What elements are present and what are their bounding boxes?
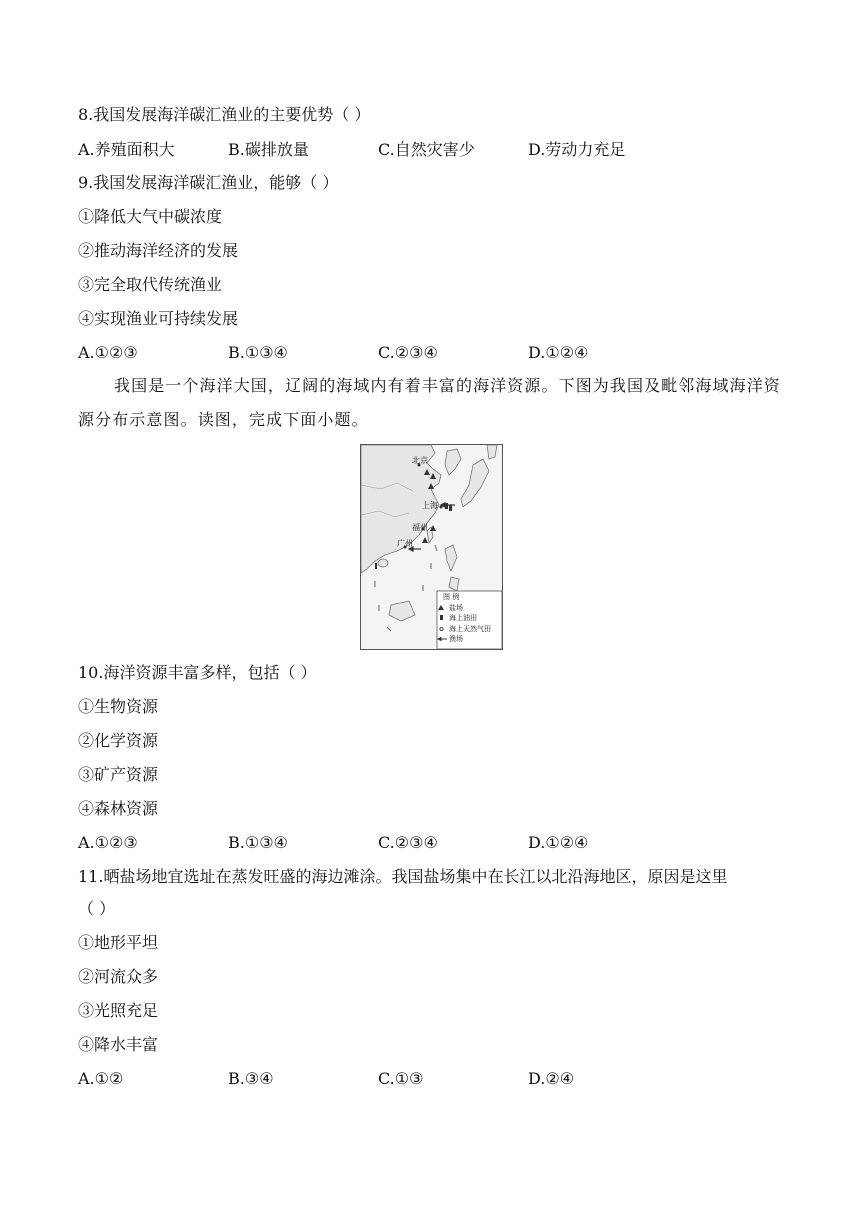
question-11-stem: 11.晒盐场地宜选址在蒸发旺盛的海边滩涂。我国盐场集中在长江以北沿海地区，原因是这里 <box>78 867 728 886</box>
q11-item-2: ②河流众多 <box>78 967 159 986</box>
q10-item-3: ③矿产资源 <box>78 765 159 784</box>
question-11-stem-cont: （ ） <box>78 899 116 918</box>
q9-item-2: ②推动海洋经济的发展 <box>78 241 239 260</box>
q9-option-d: D.①②④ <box>528 343 589 362</box>
q9-item-4: ④实现渔业可持续发展 <box>78 309 239 328</box>
q9-item-3: ③完全取代传统渔业 <box>78 275 223 294</box>
q10-option-c: C.②③④ <box>378 833 438 852</box>
q9-item-1: ①降低大气中碳浓度 <box>78 207 223 226</box>
q9-option-a: A.①②③ <box>78 343 138 362</box>
map-city-label: 广州 <box>397 539 413 548</box>
map-city-label: 北京 <box>412 456 428 465</box>
q9-option-c: C.②③④ <box>378 343 438 362</box>
map-city-label: 福州 <box>412 523 428 532</box>
q10-item-1: ①生物资源 <box>78 697 159 716</box>
q10-option-d: D.①②④ <box>528 833 589 852</box>
map-legend-item: 海上油田 <box>449 614 477 622</box>
ocean-resources-map <box>360 444 503 650</box>
q8-option-c: C.自然灾害少 <box>378 140 475 159</box>
q11-option-a: A.①② <box>78 1069 124 1088</box>
q9-option-b: B.①③④ <box>228 343 288 362</box>
q10-item-2: ②化学资源 <box>78 731 159 750</box>
q8-option-b: B.碳排放量 <box>228 140 309 159</box>
intro-paragraph: 我国是一个海洋大国，辽阔的海域内有着丰富的海洋资源。下图为我国及毗邻海域海洋资源分布示意图。读图，完成下面小题。 <box>78 376 781 429</box>
map-legend-title: 图 例 <box>443 593 460 601</box>
q11-option-b: B.③④ <box>228 1069 274 1088</box>
q10-item-4: ④森林资源 <box>78 799 159 818</box>
q11-item-1: ①地形平坦 <box>78 933 159 952</box>
question-10-stem: 10.海洋资源丰富多样，包括（ ） <box>78 663 317 682</box>
question-9-stem: 9.我国发展海洋碳汇渔业，能够（ ） <box>78 173 339 192</box>
q8-option-a: A.养殖面积大 <box>78 140 175 159</box>
map-city-label: 上海 <box>422 501 438 510</box>
q10-option-a: A.①②③ <box>78 833 138 852</box>
q10-option-b: B.①③④ <box>228 833 288 852</box>
map-legend-item: 海上天然气田 <box>449 625 491 633</box>
q11-item-3: ③光照充足 <box>78 1001 159 1020</box>
q11-item-4: ④降水丰富 <box>78 1035 159 1054</box>
q11-option-c: C.①③ <box>378 1069 424 1088</box>
q11-option-d: D.②④ <box>528 1069 575 1088</box>
q8-option-d: D.劳动力充足 <box>528 140 626 159</box>
map-legend-item: 盐场 <box>449 604 463 612</box>
question-8-stem: 8.我国发展海洋碳汇渔业的主要优势（ ） <box>78 105 371 124</box>
map-legend-item: 渔场 <box>449 635 463 643</box>
